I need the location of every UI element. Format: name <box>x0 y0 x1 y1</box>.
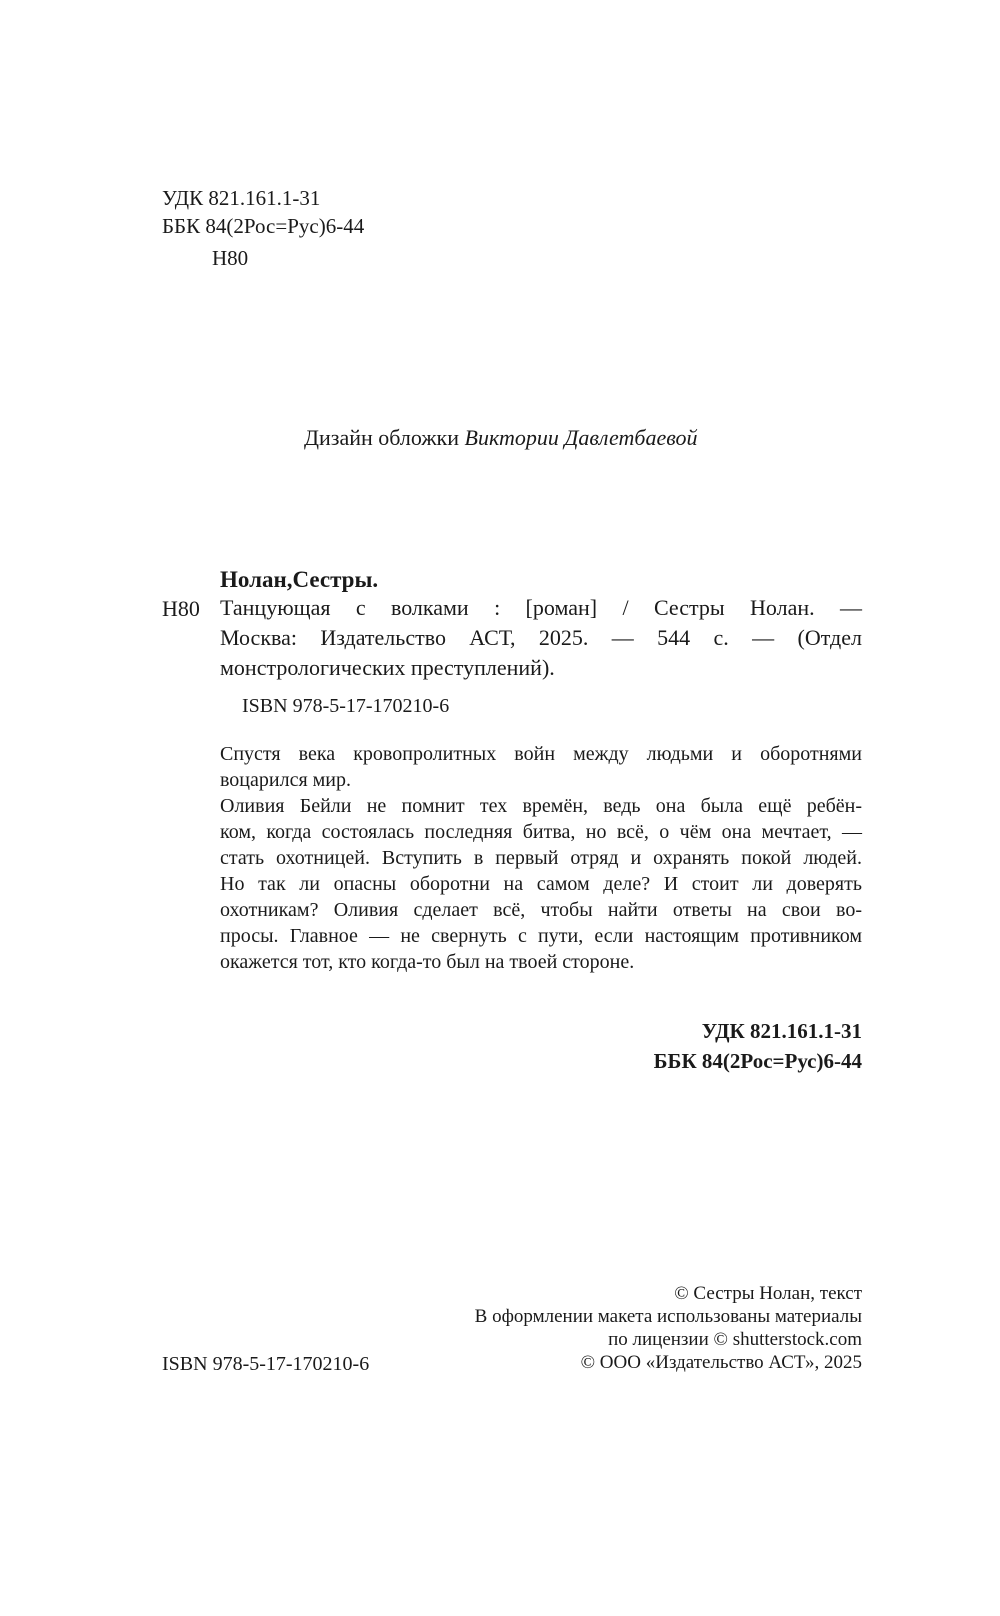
annotation-line: стать охотницей. Вступить в первый отряд и охранять покой людей. <box>220 847 862 869</box>
annotation-line: Но так ли опасны оборотни на самом деле? И стоит ли доверять <box>220 873 862 895</box>
copyright-line: по лицензии © shutterstock.com <box>608 1329 862 1350</box>
record-cutter-mark: Н80 <box>162 596 200 621</box>
annotation <box>220 741 862 975</box>
annotation-line: Спустя века кровопролитных войн между людьми и оборотнями <box>220 743 862 765</box>
biblio-line: Москва: Издательство АСТ, 2025. — 544 с. — (Отдел <box>220 625 862 650</box>
biblio-line: Танцующая с волками : [роман] / Сестры Нолан. — <box>220 595 862 620</box>
classification-bottom <box>654 1016 862 1076</box>
classification-top <box>162 184 364 272</box>
copyright-block <box>475 1282 862 1374</box>
bibliographic-description <box>220 593 862 683</box>
annotation-line: окажется тот, кто когда-то был на твоей стороне. <box>220 951 635 973</box>
author-heading: Нолан,Сестры. <box>220 567 379 592</box>
udk-code-bold: УДК 821.161.1-31 <box>701 1019 862 1043</box>
copyright-line: © Сестры Нолан, текст <box>674 1283 862 1304</box>
bbk-code: ББК 84(2Рос=Рус)6-44 <box>162 214 365 238</box>
cutter-mark: Н80 <box>212 246 249 270</box>
biblio-line: монстрологических преступлений). <box>220 655 555 680</box>
cover-designer-name: Виктории Давлетбаевой <box>464 425 698 450</box>
isbn-bottom: ISBN 978-5-17-170210-6 <box>162 1353 370 1375</box>
bbk-code-bold: ББК 84(2Рос=Рус)6-44 <box>653 1049 862 1073</box>
annotation-line: воцарился мир. <box>220 769 352 791</box>
cover-design-credit <box>304 424 698 452</box>
copyright-line: © ООО «Издательство АСТ», 2025 <box>580 1352 862 1373</box>
annotation-line: ком, когда состоялась последняя битва, но всё, о чём она мечтает, — <box>220 821 862 843</box>
cover-credit-prefix: Дизайн обложки <box>304 425 460 450</box>
udk-code: УДК 821.161.1-31 <box>162 186 321 210</box>
copyright-line: В оформлении макета использованы материалы <box>474 1306 862 1327</box>
annotation-line: охотникам? Оливия сделает всё, чтобы найти ответы на свои во- <box>220 899 862 921</box>
record-isbn: ISBN 978-5-17-170210-6 <box>242 695 450 717</box>
annotation-line: Оливия Бейли не помнит тех времён, ведь она была ещё ребён- <box>220 795 862 817</box>
annotation-line: просы. Главное — не свернуть с пути, если настоящим противником <box>220 925 862 947</box>
